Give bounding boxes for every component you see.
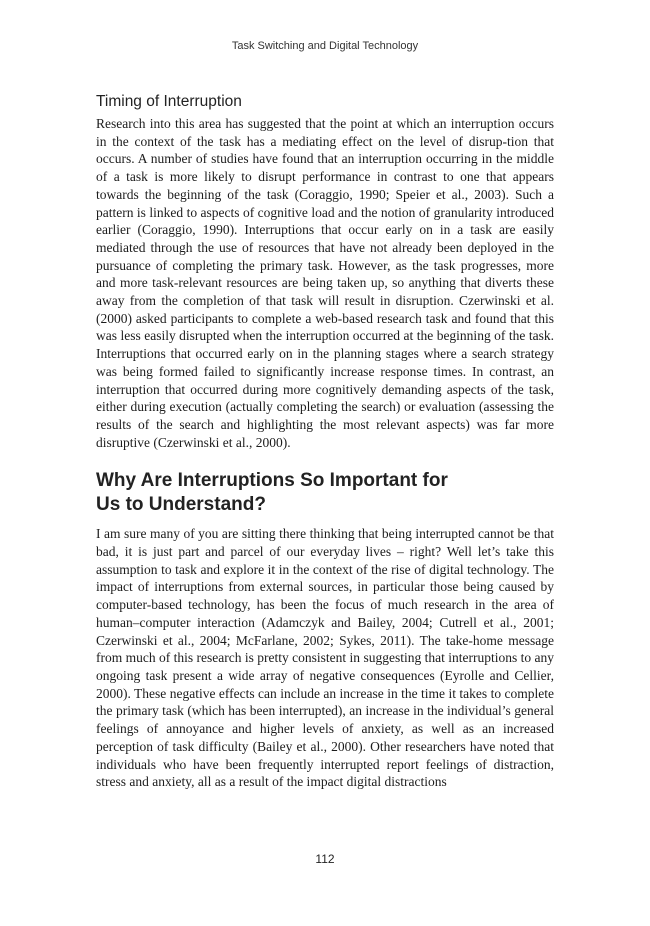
paragraph-timing: Research into this area has suggested that the point at which an interruption occurs in the context of the task has a mediating effect on the level of disrup-tion that occurs. A number of studies have found that an interruption occurring in the middle of a task is more likely to disrupt performance in contrast to one that appears towards the beginning of the task (Coraggio, 1990; Speier et al., 2003). Such a pattern is linked to aspects of cognitive load and the notion of granularity introduced earlier (Coraggio, 1990). Interruptions that occur early on in a task are easily mediated through the use of resources that have not already been deployed in the pursuance of completing the primary task. However, as the task progresses, more and more task-relevant resources are being taken up, so anything that diverts these away from the completion of that task will result in disruption. Czerwinski et al. (2000) asked participants to complete a web-based research task and found that this was less easily disrupted when the interruption occurred at the beginning of the task. Interruptions that occurred early on in the planning stages where a search strategy was being formed failed to significantly increase response times. In contrast, an interruption that occurred during more cognitively demanding aspects of the task, either during execution (actually completing the search) or evaluation (assessing the results of the search and highlighting the most relevant aspects) was far more disruptive (Czerwinski et al., 2000). (96, 116, 554, 450)
section-heading-why: Why Are Interruptions So Important for Us to Understand? (96, 470, 448, 516)
section-gap (96, 451, 554, 469)
running-head: Task Switching and Digital Technology (231, 40, 419, 52)
page-number: 112 (315, 852, 335, 866)
section-heading-timing: Timing of Interruption (96, 93, 242, 110)
paragraph-why: I am sure many of you are sitting there thinking that being interrupted cannot be that bad, it is just part and parcel of our everyday lives – right? Well let’s take this assumption to task and explore it in the context of the rise of digital technology. The impact of interruptions from external sources, in particular those being caused by computer-based technology, has been the focus of much research in the area of human–computer interaction (Adamczyk and Bailey, 2004; Cutrell et al., 2001; Czerwinski et al., 2004; McFarlane, 2002; Sykes, 2011). The take-home message from much of this research is pretty consistent in suggesting that interruptions to any ongoing task present a wide array of negative consequences (Eyrolle and Cellier, 2000). These negative effects can include an increase in the time it takes to complete the primary task (which has been interrupted), an increase in the individual’s general feelings of annoyance and higher levels of anxiety, as well as an increased perception of task difficulty (Bailey et al., 2000). Other researchers have noted that individuals who have been frequently interrupted report feelings of distraction, stress and anxiety, all as a result of the impact digital distractions (96, 526, 554, 790)
page-body (96, 92, 554, 791)
